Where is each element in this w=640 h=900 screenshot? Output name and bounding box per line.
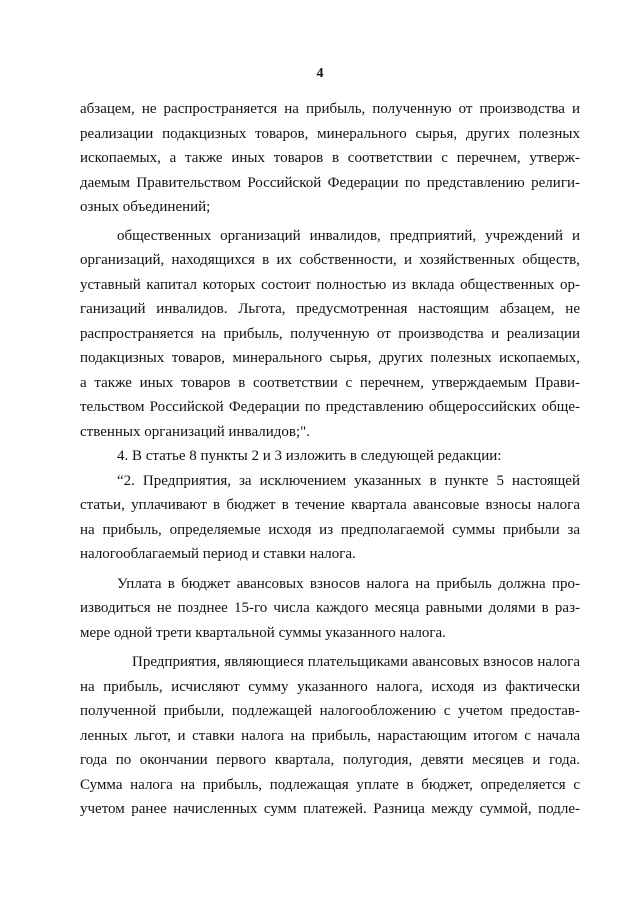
body-text (80, 97, 580, 822)
text-line: мере одной трети квартальной суммы указанного налога. (80, 624, 446, 641)
text-line: даемым Правительством Российской Федерации по представлению религи- (80, 174, 580, 191)
text-line: ленных льгот, и ставки налога на прибыль, нарастающим итогом с начала (80, 727, 580, 744)
text-line: изводиться не позднее 15-го числа каждого месяца равными долями в раз- (80, 600, 580, 616)
text-line: Уплата в бюджет авансовых взносов налога на прибыль должна про- (117, 575, 580, 592)
paragraph (80, 650, 580, 822)
text-line: абзацем, не распространяется на прибыль, полученную от производства и (80, 101, 580, 117)
paragraph (80, 444, 580, 469)
page-number: 4 (316, 66, 324, 81)
text-line: ископаемых, а также иных товаров в соответствии с перечнем, утверж- (80, 150, 580, 166)
paragraph (80, 224, 580, 445)
text-line: на прибыль, определяемые исходя из предполагаемой суммы прибыли за (80, 521, 580, 538)
text-line: на прибыль, исчисляют сумму указанного налога, исходя из фактически (80, 678, 580, 695)
text-line: “2. Предприятия, за исключением указанных в пункте 5 настоящей (117, 472, 580, 489)
paragraph (80, 469, 580, 567)
text-line: статьи, уплачивают в бюджет в течение квартала авансовые взносы налога (80, 497, 580, 513)
text-line: ганизаций инвалидов. Льгота, предусмотренная настоящим абзацем, не (80, 301, 580, 317)
text-line: реализации подакцизных товаров, минерального сырья, других полезных (80, 125, 580, 142)
text-line: полученной прибыли, подлежащей налогообложению с учетом предостав- (80, 703, 580, 719)
text-line: уставный капитал которых состоит полностью из вклада общественных ор- (80, 276, 580, 293)
paragraph (80, 572, 580, 646)
paragraph (80, 97, 580, 220)
text-line: а также иных товаров в соответствии с перечнем, утверждаемым Прави- (80, 374, 580, 391)
text-line: 4. В статье 8 пункты 2 и 3 изложить в следующей редакции: (117, 448, 502, 464)
text-line: тельством Российской Федерации по представлению общероссийских обще- (80, 399, 580, 415)
text-line: распространяется на прибыль, полученную от производства и реализации (80, 325, 580, 342)
text-line: организаций, находящихся в их собственности, и хозяйственных обществ, (80, 252, 580, 268)
text-line: общественных организаций инвалидов, предприятий, учреждений и (117, 227, 580, 244)
text-line: года по окончании первого квартала, полугодия, девяти месяцев и года. (80, 752, 580, 768)
text-line: озных объединений; (80, 199, 211, 215)
text-line: налогооблагаемый период и ставки налога. (80, 546, 356, 562)
text-line: Сумма налога на прибыль, подлежащая уплате в бюджет, определяется с (80, 776, 580, 793)
text-line: учетом ранее начисленных сумм платежей. Разница между суммой, подле- (80, 801, 580, 817)
text-line: Предприятия, являющиеся плательщиками авансовых взносов налога (132, 654, 580, 670)
text-line: подакцизных товаров, минерального сырья, других полезных ископаемых, (80, 350, 580, 366)
text-line: ственных организаций инвалидов;". (80, 423, 311, 440)
